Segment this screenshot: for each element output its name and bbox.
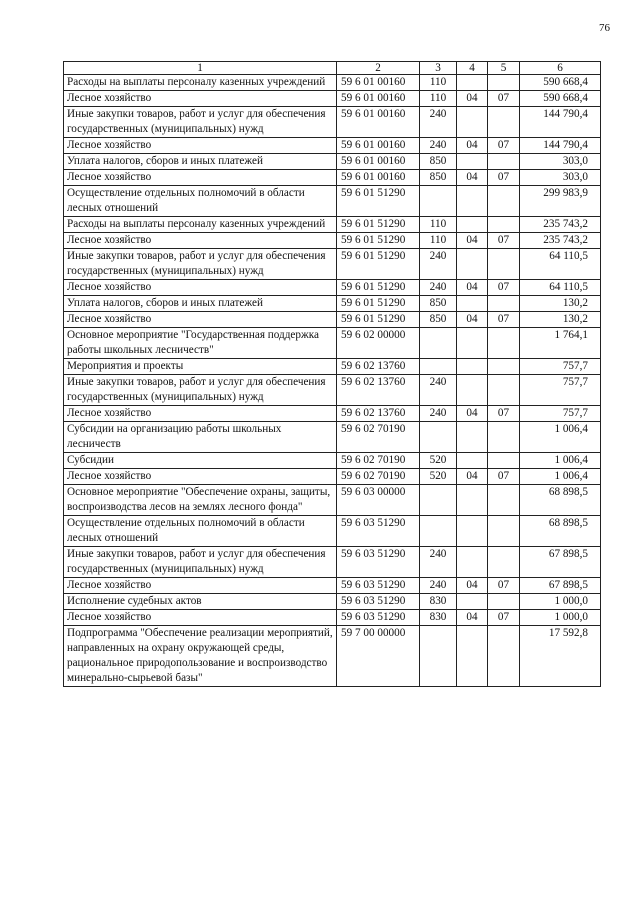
row-code: 59 6 01 00160	[337, 107, 420, 138]
row-col5	[488, 594, 520, 610]
column-header: 6	[520, 62, 601, 75]
row-amount: 590 668,4	[520, 75, 601, 91]
table-row	[64, 312, 601, 328]
row-name: Субсидии	[64, 453, 337, 469]
row-col5: 07	[488, 138, 520, 154]
row-amount: 144 790,4	[520, 138, 601, 154]
row-col4	[457, 154, 488, 170]
row-amount: 299 983,9	[520, 186, 601, 217]
row-amount: 64 110,5	[520, 280, 601, 296]
row-name: Мероприятия и проекты	[64, 359, 337, 375]
row-col4	[457, 485, 488, 516]
row-amount: 64 110,5	[520, 249, 601, 280]
row-name: Иные закупки товаров, работ и услуг для обеспечения государственных (муниципальных) нужд	[64, 375, 337, 406]
row-col5: 07	[488, 233, 520, 249]
row-amount: 1 764,1	[520, 328, 601, 359]
row-amount: 67 898,5	[520, 578, 601, 594]
table-body	[64, 75, 601, 687]
row-code: 59 6 01 51290	[337, 233, 420, 249]
row-name: Лесное хозяйство	[64, 280, 337, 296]
row-col3	[420, 186, 457, 217]
row-code: 59 6 03 51290	[337, 547, 420, 578]
row-name: Осуществление отдельных полномочий в области лесных отношений	[64, 186, 337, 217]
row-code: 59 6 01 00160	[337, 154, 420, 170]
row-col4: 04	[457, 91, 488, 107]
row-col5	[488, 453, 520, 469]
column-header: 5	[488, 62, 520, 75]
row-col3: 240	[420, 280, 457, 296]
row-col4: 04	[457, 312, 488, 328]
row-code: 59 6 03 51290	[337, 594, 420, 610]
row-amount: 757,7	[520, 406, 601, 422]
row-name: Иные закупки товаров, работ и услуг для обеспечения государственных (муниципальных) нужд	[64, 249, 337, 280]
row-amount: 1 006,4	[520, 469, 601, 485]
row-code: 59 6 01 51290	[337, 217, 420, 233]
row-col4	[457, 107, 488, 138]
row-col3: 830	[420, 610, 457, 626]
row-code: 59 6 02 13760	[337, 359, 420, 375]
row-col3: 240	[420, 375, 457, 406]
row-col5	[488, 375, 520, 406]
row-code: 59 6 02 70190	[337, 453, 420, 469]
row-col5: 07	[488, 280, 520, 296]
row-amount: 303,0	[520, 170, 601, 186]
table-row	[64, 217, 601, 233]
row-col4	[457, 186, 488, 217]
table-row	[64, 91, 601, 107]
row-code: 59 6 02 00000	[337, 328, 420, 359]
row-amount: 303,0	[520, 154, 601, 170]
table-header-row	[64, 62, 601, 75]
row-name: Осуществление отдельных полномочий в области лесных отношений	[64, 516, 337, 547]
row-name: Расходы на выплаты персоналу казенных учреждений	[64, 217, 337, 233]
row-col3	[420, 422, 457, 453]
column-header: 2	[337, 62, 420, 75]
row-amount: 130,2	[520, 296, 601, 312]
row-code: 59 6 03 51290	[337, 610, 420, 626]
table-row	[64, 186, 601, 217]
column-header: 1	[64, 62, 337, 75]
row-col4: 04	[457, 233, 488, 249]
row-code: 59 6 01 51290	[337, 312, 420, 328]
row-amount: 1 006,4	[520, 422, 601, 453]
row-amount: 1 000,0	[520, 610, 601, 626]
row-col5	[488, 186, 520, 217]
row-col3	[420, 626, 457, 687]
row-code: 59 6 01 51290	[337, 186, 420, 217]
table-row	[64, 626, 601, 687]
row-name: Лесное хозяйство	[64, 578, 337, 594]
row-col5: 07	[488, 469, 520, 485]
table-row	[64, 170, 601, 186]
row-code: 59 6 03 51290	[337, 516, 420, 547]
row-name: Лесное хозяйство	[64, 469, 337, 485]
row-amount: 757,7	[520, 359, 601, 375]
row-col4	[457, 359, 488, 375]
row-col3: 850	[420, 296, 457, 312]
row-col3: 850	[420, 170, 457, 186]
row-col3: 850	[420, 154, 457, 170]
row-col3: 110	[420, 217, 457, 233]
row-col3: 110	[420, 91, 457, 107]
row-col3: 110	[420, 233, 457, 249]
row-name: Основное мероприятие "Государственная поддержка работы школьных лесничеств"	[64, 328, 337, 359]
row-name: Субсидии на организацию работы школьных лесничеств	[64, 422, 337, 453]
row-col5	[488, 516, 520, 547]
row-col3: 830	[420, 594, 457, 610]
row-col3	[420, 359, 457, 375]
row-code: 59 6 01 00160	[337, 91, 420, 107]
row-col3: 240	[420, 578, 457, 594]
row-col5: 07	[488, 610, 520, 626]
column-header: 3	[420, 62, 457, 75]
row-col4	[457, 516, 488, 547]
table-row	[64, 485, 601, 516]
row-col4	[457, 296, 488, 312]
table-row	[64, 375, 601, 406]
row-name: Иные закупки товаров, работ и услуг для обеспечения государственных (муниципальных) нужд	[64, 547, 337, 578]
table-row	[64, 75, 601, 91]
column-header: 4	[457, 62, 488, 75]
row-name: Расходы на выплаты персоналу казенных учреждений	[64, 75, 337, 91]
row-col4	[457, 547, 488, 578]
row-col5: 07	[488, 578, 520, 594]
row-col5: 07	[488, 170, 520, 186]
row-name: Иные закупки товаров, работ и услуг для обеспечения государственных (муниципальных) нужд	[64, 107, 337, 138]
row-col5	[488, 547, 520, 578]
row-col4: 04	[457, 138, 488, 154]
budget-table	[63, 61, 601, 687]
row-code: 59 6 02 13760	[337, 375, 420, 406]
row-code: 59 7 00 00000	[337, 626, 420, 687]
table-row	[64, 280, 601, 296]
row-name: Лесное хозяйство	[64, 91, 337, 107]
table-row	[64, 328, 601, 359]
row-col4: 04	[457, 170, 488, 186]
row-col5	[488, 107, 520, 138]
row-name: Лесное хозяйство	[64, 138, 337, 154]
table-row	[64, 406, 601, 422]
row-col4: 04	[457, 578, 488, 594]
row-col4: 04	[457, 280, 488, 296]
row-amount: 68 898,5	[520, 516, 601, 547]
row-name: Подпрограмма "Обеспечение реализации мероприятий, направленных на охрану окружающей среды, рациональное природопользование и воспроизводство минерально-сырьевой базы"	[64, 626, 337, 687]
row-col4	[457, 249, 488, 280]
row-col3: 240	[420, 249, 457, 280]
row-amount: 68 898,5	[520, 485, 601, 516]
row-name: Уплата налогов, сборов и иных платежей	[64, 154, 337, 170]
row-col3	[420, 516, 457, 547]
row-code: 59 6 01 00160	[337, 138, 420, 154]
row-amount: 17 592,8	[520, 626, 601, 687]
table-row	[64, 359, 601, 375]
table-row	[64, 547, 601, 578]
row-col5	[488, 626, 520, 687]
row-col3: 240	[420, 107, 457, 138]
page-number: 76	[599, 22, 610, 34]
row-name: Лесное хозяйство	[64, 233, 337, 249]
table-row	[64, 422, 601, 453]
row-col5	[488, 154, 520, 170]
row-col3: 240	[420, 138, 457, 154]
row-col5	[488, 422, 520, 453]
row-amount: 235 743,2	[520, 217, 601, 233]
row-code: 59 6 02 13760	[337, 406, 420, 422]
row-code: 59 6 01 51290	[337, 296, 420, 312]
row-col4	[457, 594, 488, 610]
row-col5	[488, 217, 520, 233]
row-amount: 1 006,4	[520, 453, 601, 469]
table-row	[64, 469, 601, 485]
row-col3	[420, 485, 457, 516]
row-col4	[457, 375, 488, 406]
row-col4: 04	[457, 406, 488, 422]
row-name: Исполнение судебных актов	[64, 594, 337, 610]
row-col5	[488, 359, 520, 375]
table-row	[64, 107, 601, 138]
row-code: 59 6 03 51290	[337, 578, 420, 594]
row-col5: 07	[488, 91, 520, 107]
table-row	[64, 138, 601, 154]
table-row	[64, 453, 601, 469]
row-col3: 850	[420, 312, 457, 328]
row-code: 59 6 02 70190	[337, 469, 420, 485]
row-col5	[488, 485, 520, 516]
row-amount: 757,7	[520, 375, 601, 406]
row-col3: 110	[420, 75, 457, 91]
row-col5	[488, 328, 520, 359]
row-amount: 67 898,5	[520, 547, 601, 578]
row-amount: 1 000,0	[520, 594, 601, 610]
row-col5: 07	[488, 406, 520, 422]
row-amount: 144 790,4	[520, 107, 601, 138]
table-row	[64, 154, 601, 170]
row-col5	[488, 296, 520, 312]
row-amount: 235 743,2	[520, 233, 601, 249]
table-row	[64, 594, 601, 610]
table-row	[64, 233, 601, 249]
table-row	[64, 296, 601, 312]
row-name: Лесное хозяйство	[64, 406, 337, 422]
row-code: 59 6 01 51290	[337, 280, 420, 296]
row-name: Лесное хозяйство	[64, 170, 337, 186]
row-code: 59 6 01 00160	[337, 170, 420, 186]
row-col3	[420, 328, 457, 359]
row-amount: 590 668,4	[520, 91, 601, 107]
row-code: 59 6 03 00000	[337, 485, 420, 516]
row-col4: 04	[457, 469, 488, 485]
row-col4	[457, 75, 488, 91]
row-col5: 07	[488, 312, 520, 328]
row-name: Уплата налогов, сборов и иных платежей	[64, 296, 337, 312]
row-col4: 04	[457, 610, 488, 626]
row-amount: 130,2	[520, 312, 601, 328]
row-col3: 240	[420, 406, 457, 422]
table-row	[64, 610, 601, 626]
row-col3: 520	[420, 469, 457, 485]
table-row	[64, 516, 601, 547]
table-row	[64, 249, 601, 280]
row-col3: 520	[420, 453, 457, 469]
row-col4	[457, 328, 488, 359]
row-name: Лесное хозяйство	[64, 610, 337, 626]
row-code: 59 6 01 51290	[337, 249, 420, 280]
row-col4	[457, 453, 488, 469]
row-name: Основное мероприятие "Обеспечение охраны, защиты, воспроизводства лесов на землях лесного фонда"	[64, 485, 337, 516]
row-name: Лесное хозяйство	[64, 312, 337, 328]
row-code: 59 6 02 70190	[337, 422, 420, 453]
row-col3: 240	[420, 547, 457, 578]
table-row	[64, 578, 601, 594]
row-col5	[488, 249, 520, 280]
row-col4	[457, 217, 488, 233]
row-col4	[457, 422, 488, 453]
row-col5	[488, 75, 520, 91]
row-code: 59 6 01 00160	[337, 75, 420, 91]
row-col4	[457, 626, 488, 687]
